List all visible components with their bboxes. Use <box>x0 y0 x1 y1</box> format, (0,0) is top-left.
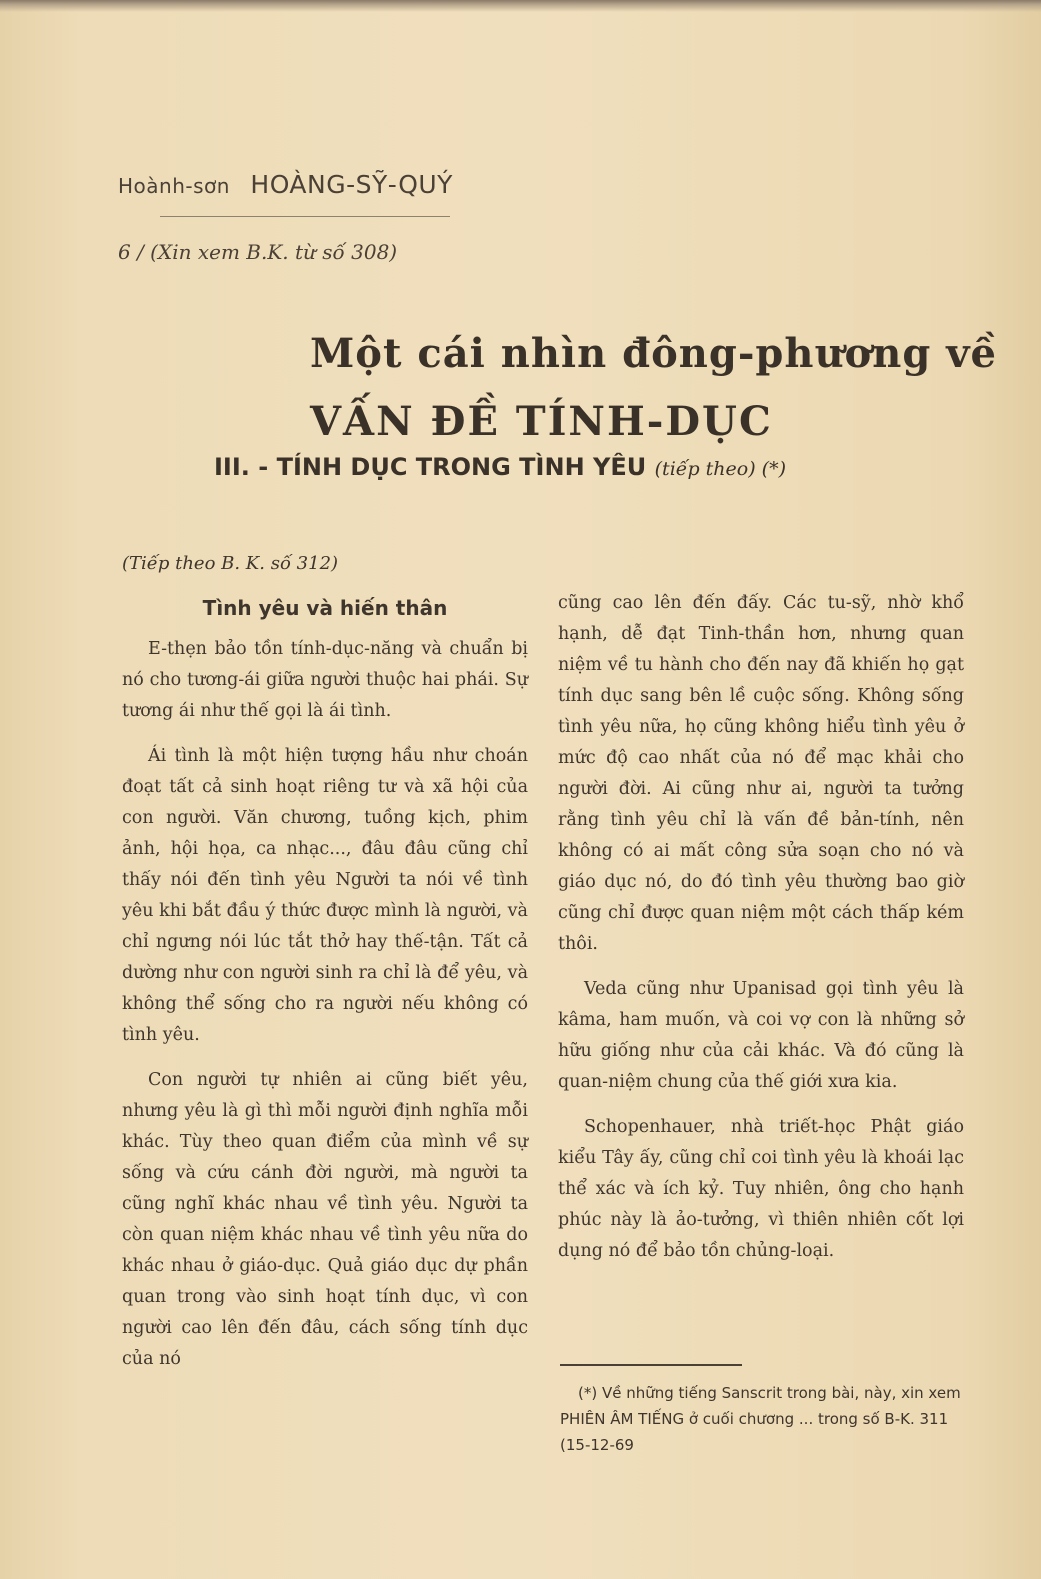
section-heading <box>214 453 786 481</box>
title-line-1: Một cái nhìn đông-phương về <box>310 330 997 377</box>
right-column <box>558 588 964 1281</box>
footnote-divider <box>560 1364 742 1366</box>
continued-note: (Tiếp theo B. K. số 312) <box>122 553 339 574</box>
paragraph: Ái tình là một hiện tượng hầu như choán đoạt tất cả sinh hoạt riêng tư và xã hội của con người. Văn chương, tuồng kịch, phim ảnh, hội họa, ca nhạc..., đâu đâu cũng chỉ thấy nói đến tình yêu Người ta nói về tình yêu khi bắt đầu ý thức được mình là người, và chỉ ngưng nói lúc tắt thở hay thế-tận. Tất cả dường như con người sinh ra chỉ là để yêu, và không thể sống cho ra người nếu không có tình yêu. <box>122 746 528 1045</box>
author-divider <box>160 216 450 217</box>
author-name: HOÀNG-SỸ-QUÝ <box>250 170 453 199</box>
series-reference: 6 / (Xin xem B.K. từ số 308) <box>118 240 398 264</box>
author-prefix: Hoành-sơn <box>118 174 230 198</box>
paragraph: E-thẹn bảo tồn tính-dục-năng và chuẩn bị nó cho tương-ái giữa người thuộc hai phái. Sự tương ái như thế gọi là ái tình. <box>122 639 528 721</box>
top-edge <box>0 0 1041 12</box>
paragraph: cũng cao lên đến đấy. Các tu-sỹ, nhờ khổ hạnh, dễ đạt Tinh-thần hơn, nhưng quan niệm về tu hành cho đến nay đã khiến họ gạt tính dục sang bên lề cuộc sống. Không sống tình yêu nữa, họ cũng không hiểu tình yêu ở mức độ cao nhất của nó để mạc khải cho người đời. Ai cũng như ai, người ta tưởng rằng tình yêu chỉ là vấn đề bản-tính, nên không có ai mất công sửa soạn cho nó và giáo dục nó, do đó tình yêu thường bao giờ cũng chỉ được quan niệm một cách thấp kém thôi. <box>558 593 964 954</box>
title-line-2: VẤN ĐỀ TÍNH-DỤC <box>310 398 773 445</box>
section-heading-note: (tiếp theo) (*) <box>654 458 786 480</box>
paragraph: Con người tự nhiên ai cũng biết yêu, nhưng yêu là gì thì mỗi người định nghĩa mỗi khác. Tùy theo quan điểm của mình về sự sống và cứu cánh đời người, mà người ta cũng nghĩ khác nhau về tình yêu. Người ta còn quan niệm khác nhau về tình yêu nữa do khác nhau ở giáo-dục. Quả giáo dục dự phần quan trong vào sinh hoạt tính dục, vì con người cao lên đến đâu, cách sống tính dục của nó <box>122 1070 528 1369</box>
subheading: Tình yêu và hiến thân <box>202 596 448 620</box>
left-column <box>122 548 528 1389</box>
paragraph: Schopenhauer, nhà triết-học Phật giáo kiểu Tây ấy, cũng chỉ coi tình yêu là khoái lạc thể xác và ích kỷ. Tuy nhiên, ông cho hạnh phúc này là ảo-tưởng, vì thiên nhiên cốt lợi dụng nó để bảo tồn chủng-loại. <box>558 1117 964 1261</box>
author-line <box>118 170 453 199</box>
section-heading-main: III. - TÍNH DỤC TRONG TÌNH YÊU <box>214 453 647 481</box>
paragraph: Veda cũng như Upanisad gọi tình yêu là kâma, ham muốn, và coi vợ con là những sở hữu giống như của cải khác. Và đó cũng là quan-niệm chung của thế giới xưa kia. <box>558 979 964 1092</box>
footnote: (*) Về những tiếng Sanscrit trong bài, này, xin xem PHIÊN ÂM TIẾNG ở cuối chương ... trong số B-K. 311 (15-12-69 <box>560 1384 961 1454</box>
